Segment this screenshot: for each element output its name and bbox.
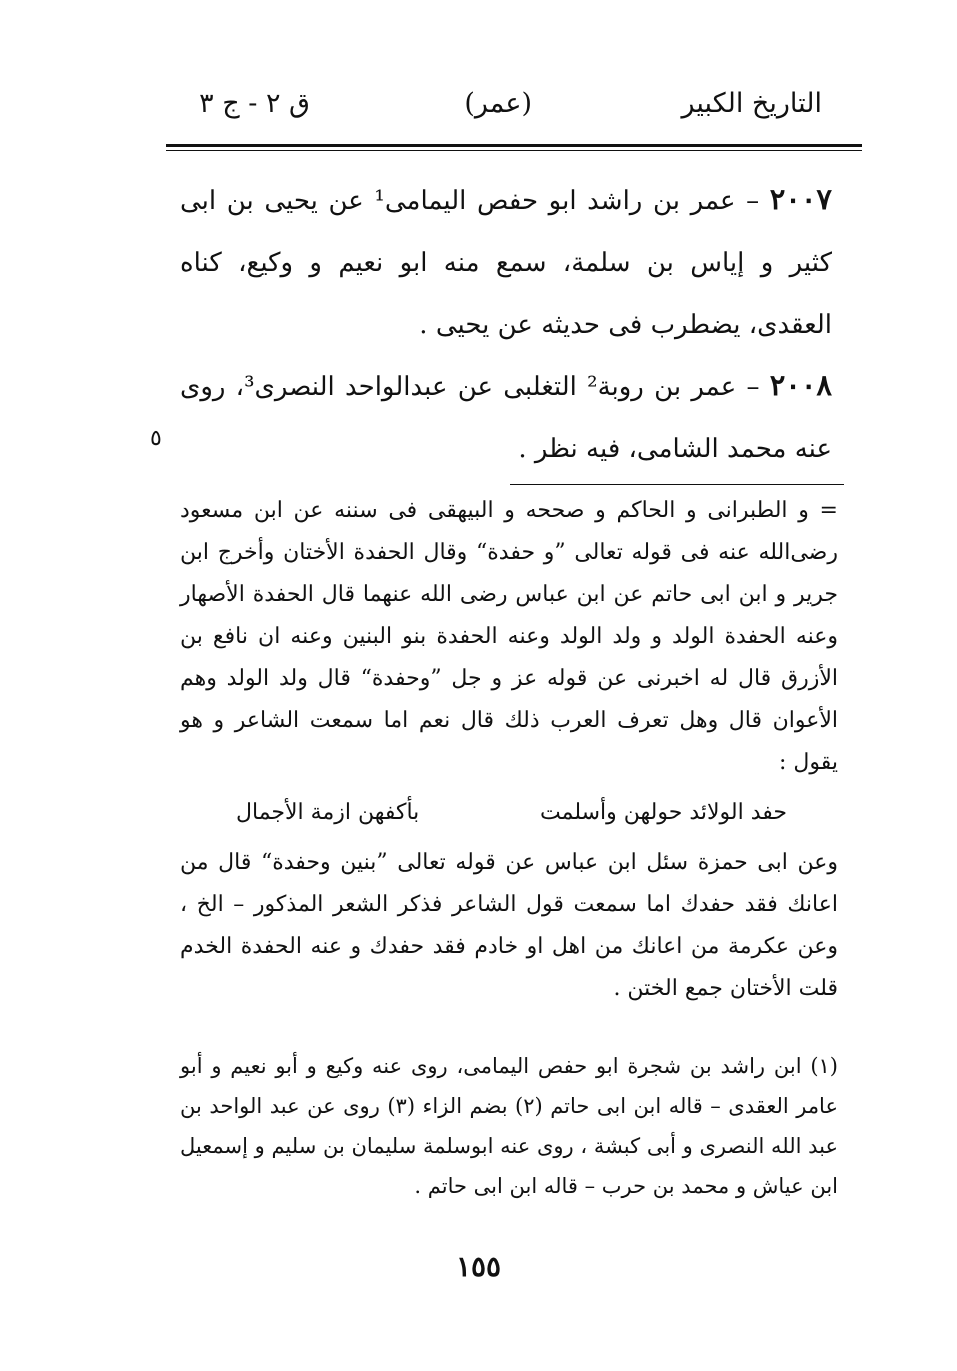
entry-text: – عمر بن روبة² التغلبى عن عبدالواحد النصرى³، روى عنه محمد الشامى، فيه نظر .: [180, 372, 832, 464]
running-header: [168, 88, 822, 134]
commentary-continued: وعن ابى حمزة سئل ابن عباس عن قوله تعالى ”بنين وحفدة“ قال من اعانك فقد حفدك اما سمعت قول الشاعر فذكر الشعر المذكور – الخ ، وعن عكرمة من اعانك من اهل او خادم فقد حفدك و عنه الحفدة الخدم قلت الأختان جمع الختن .: [180, 850, 838, 1001]
verse-first-hemistich: حفد الولائد حولهن وأسلمت: [540, 800, 787, 825]
part-volume: ق ٢ - ج ٣: [199, 88, 310, 119]
footnotes: (١) ابن راشد بن شجرة ابو حفص اليمامى، روى عنه وكيع و أبو نعيم و أبو عامر العقدى – قاله ابن ابى حاتم (٢) بضم الزاء (٣) روى عن عبد الواحد بن عبد الله النصرى و أبى كبشة ، روى عنه ابوسلمة سليمان بن سليم و إسمعيل ابن عياش و محمد بن حرب – قاله ابن ابى حاتم .: [180, 1054, 838, 1198]
entry-number: ٢٠٠٨: [769, 368, 832, 402]
book-title: التاريخ الكبير: [681, 88, 822, 119]
margin-line-number: ٥: [150, 426, 162, 451]
commentary-text: = و الطبرانى و الحاكم و صححه و البيهقى فى سننه عن ابن مسعود رضى‌الله عنه فى قوله تعالى ”و حفدة“ وقال الحفدة الأختان وأخرج ابن جرير و ابن ابى حاتم عن ابن عباس رضى الله عنهما قال الحفدة الأصهار وعنه الحفدة الولد و ولد الولد وعنه الحفدة بنو البنين وعنه ان نافع بن الأزرق قال له اخبرنى عن قوله عز و جل ”وحفدة“ قال ولد الولد وهم الأعوان قال وهل تعرف العرب ذلك قال نعم اما سمعت الشاعر و هو يقول :: [180, 498, 838, 775]
section-title: (عمر): [464, 88, 532, 119]
verse-second-hemistich: بأكفهن ازمة الأجمال: [236, 800, 420, 825]
entry-2008: [180, 354, 832, 478]
header-rule-thick: [166, 144, 862, 147]
page-number: ١٥٥: [455, 1250, 502, 1283]
entry-text: – عمر بن راشد ابو حفص اليمامى¹ عن يحيى بن ابى كثير و إياس بن سلمة، سمع منه ابو نعيم و وكيع، كناه العقدى، يضطرب فى حديثه عن يحيى .: [180, 186, 832, 340]
entry-number: ٢٠٠٧: [769, 182, 833, 216]
header-rule-thin: [166, 150, 862, 151]
footnote-separator: [510, 484, 844, 485]
entry-2007: [180, 168, 832, 354]
